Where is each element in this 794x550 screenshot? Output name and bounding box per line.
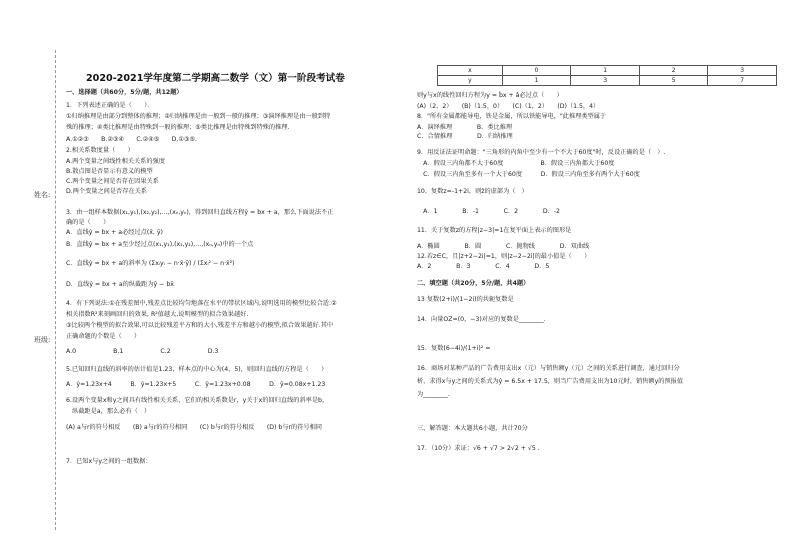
question-line: 17．（10分）求证：√6 + √7 > 2√2 + √5 . [417,445,540,452]
table-cell: 1 [571,66,640,76]
question-line: 纵截距是a，那么必有（ ） [66,408,151,415]
question-line: A．直线ŷ = bx + a必经过点(x̄, ȳ) [66,229,163,236]
question-line: 8．"所有金属都能导电，铁是金属，所以铁能导电，"此推理类型属于 [417,113,607,120]
question-line: 12.若z∈C，且|z+2−2i|=1，则|z−2−2i|的最小值是（ ） [417,253,591,260]
data-table [437,65,777,86]
question-line: D．直线ŷ = bx + a的纵截距为ȳ − bx̄ [66,281,174,288]
question-line: A．演绎推理 B．类比推理 [417,124,513,131]
section-heading: 二、填空题（共20分，5分/题，共4题） [417,280,530,287]
question-line: B．直线ŷ = bx + a至少经过点(x₁,y₁),(x₂,y₂),…,(xₙ,yₙ)中的一个点 [66,241,254,248]
question-line: A．1 B．-1 C．2 D．-2 [417,208,560,215]
class-label: 班级: [34,336,51,344]
table-cell: x [438,66,503,76]
table-cell: 7 [708,76,777,86]
table-row-x [438,66,777,76]
table-cell: 5 [639,76,708,86]
student-name-label: 姓名: [34,191,51,199]
question-line: 6.设两个变量x和y之间具有线性相关关系，它们的相关系数是r，y关于x的回归直线的斜率是b， [66,397,329,404]
question-line: A．椭圆 B．圆 C．抛物线 D．双曲线 [417,243,590,250]
question-line: A．ŷ=1.23x+4 B．ŷ=1.23x+5 C．ŷ=1.23x+0.08 D．ŷ=0.08x+1.23 [66,381,326,388]
question-line: A．2 B．3 C．4 D．5 [417,263,550,270]
question-line: 三、解答题：本大题共6小题，共计70分 [417,425,528,432]
table-cell: 1 [502,76,571,86]
table-cell: 0 [502,66,571,76]
question-line: 为________. [417,391,450,398]
table-cell: 2 [639,66,708,76]
question-line: (A) a与r的符号相反 (B) a与r的符号相同 (C) b与r的符号相反 (D) b与r的符号相同 [66,424,322,431]
question-line: 10、复数z=-1+2i，则z̄的虚部为（ ） [417,188,528,195]
table-cell: y [438,76,503,86]
question-line: 13 复数(2+i)/(1−2i)的共轭复数是 [417,296,514,303]
question-line: 确的是（ ） [66,219,110,226]
table-row-y [438,76,777,86]
question-line: 11．关于复数z的方程|z−3|=1在复平面上表示的图形是 [417,227,572,234]
question-line: (A)（2，2） (B)（1.5，0） (C)（1，2） (D)（1.5，4） [417,103,600,110]
question-line: 3．由一组样本数据(x₁,y₁),(x₂,y₂),…,(xₙ,yₙ)，得到回归直线方程ŷ = bx + a，那么下面说法不正 [66,209,334,216]
question-line: A.0 B.1 C.2 D.3 [66,348,219,355]
binding-fold-line [55,50,56,530]
question-line: C．直线ŷ = bx + a的斜率为 (Σxᵢyᵢ − n·x̄·ȳ) / (Σxᵢ² − n·x̄²) [66,260,235,267]
exam-title: 2020-2021学年度第二学期高二数学（文）第一阶段考试卷 [86,73,345,84]
question-line: D.两个变量之间是否存在关系 [66,188,147,195]
question-line: A.①②③ B.②③④ C.②④⑤ D.①③⑤. [66,136,197,143]
table-cell: 3 [571,76,640,86]
section-heading: 一、选择题（共60分，5分/题，共12题） [66,89,183,96]
question-line: 7．已知x与y之间的一组数据： [66,458,152,465]
question-line: 2.相关系数度量（ ） [66,147,134,154]
question-line: ①归纳推理是由部分到整体的推理；②归纳推理是由一般到一般的推理；③演绎推理是由一般到特 [66,113,331,120]
question-line: A．假设三内角都不大于60度 B．假设三内角都大于60度 [417,160,615,167]
question-line: C．合情推理 D．归纳推理 [417,133,513,140]
question-line: 9．用反证法证明命题："三角形的内角中至少有一个不大于60度"时，反设正确的是（ ）. [417,149,666,156]
question-line: C．假设三内角至多有一个大于60度 D．假设三内角至多有两个大于60度 [417,171,640,178]
question-line: 则y与x的线性回归方程为y = b̂x + â必过点（ ） [417,92,563,99]
question-line: 析，求得x与y之间的关系式为ŷ = 6.5x + 17.5，则当广告费用支出为10元时，销售额y的预报值 [417,378,684,385]
question-line: 16．商场对某种产品的广告费用支出x（元）与销售额y（元）之间的关系进行调查，通过回归分 [417,365,680,372]
question-line: 4．有下列说法:①在残差图中,残差点比较均匀地落在水平的带状区域内,说明选用的模型比较合适.② [66,300,337,307]
question-line: 14．向量OZ=(0，−3)对应的复数是________. [417,316,546,323]
question-line: ③比较两个模型的拟合效果,可以比较残差平方和的大小,残差平方和越小的模型,拟合效果越好.其中 [66,322,334,329]
question-line: 殊的推理；④类比推理是由特殊到一般的推理；⑤类比推理是由特殊到特殊的推理. [66,124,290,131]
table-cell: 3 [708,66,777,76]
question-line: 5.已知回归直线的斜率的估计值是1.23，样本点的中心为(4，5)，则回归直线的方程是（ ） [66,366,328,373]
question-line: B.散点图是否显示有意义的模型 [66,168,153,175]
question-line: 相关指数R²来刻画回归的效果, R²值越大,说明模型的拟合效果越好. [66,311,249,318]
question-line: 15．复数(6−4i)/(1+i)² = [417,345,491,352]
question-line: C.两个变量之间是否存在因果关系 [66,178,159,185]
question-line: 1．下列表述正确的是（ ）． [66,102,154,109]
question-line: A.两个变量之间线性相关关系的强度 [66,158,165,165]
question-line: 正确命题的个数是（ ） [66,333,141,340]
